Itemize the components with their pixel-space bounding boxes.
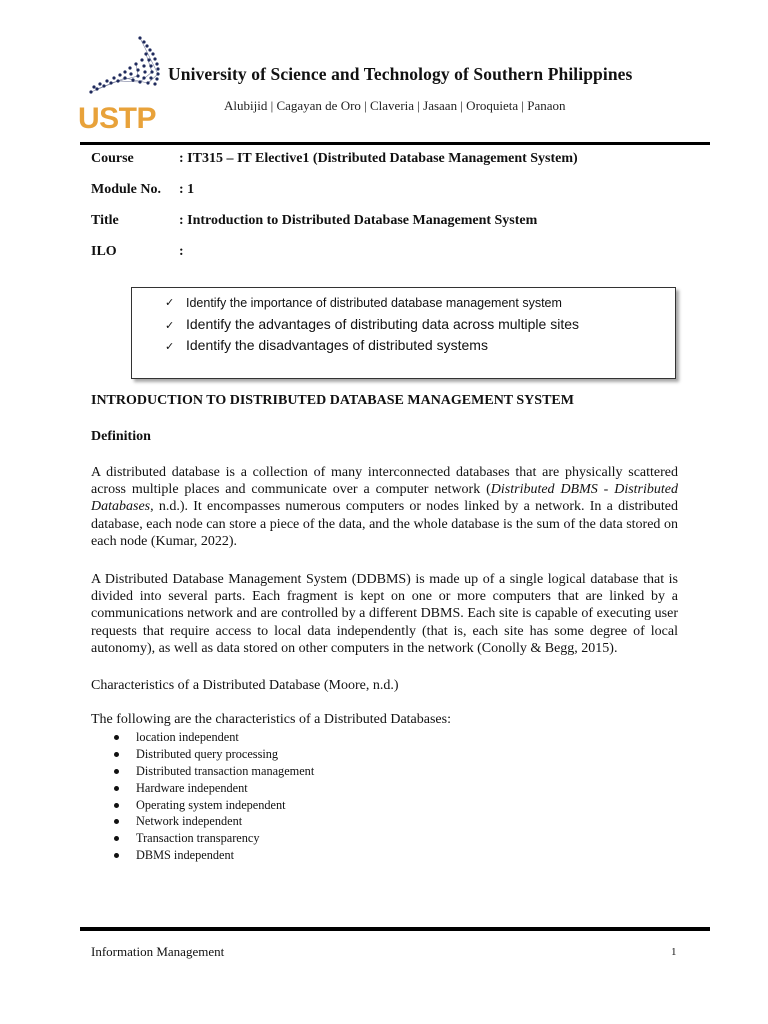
ustp-logo-graphic [76,34,172,134]
bullet-icon [114,752,119,757]
list-item-text: Operating system independent [136,797,286,812]
definition-paragraph-2: A Distributed Database Management System (DDBMS) is made up of a single logical database that is divided into several parts. Each fragment is kept on one or more computers that are linked by a communications network and are controlled by a different DBMS. Each site is capable of executing user requests that require access to local data independently (that is, each site has some degree of local autonomy), as well as data stored on other computers in the network (Conolly & Begg, 2015). [91,572,678,656]
bullet-icon [114,836,119,841]
section-heading: INTRODUCTION TO DISTRIBUTED DATABASE MANAGEMENT SYSTEM [91,393,574,408]
list-item [113,746,314,763]
list-item [113,813,314,830]
ilo-item-text: Identify the disadvantages of distributed systems [186,337,488,353]
definition-paragraph-1 [91,464,678,550]
definition-heading: Definition [91,429,151,444]
characteristics-intro: The following are the characteristics of a Distributed Databases: [91,712,451,727]
header-rule [80,142,710,145]
checkmark-icon: ✓ [165,296,175,309]
ilo-item [165,335,579,356]
meta-value: : 1 [179,182,195,197]
bullet-icon [114,735,119,740]
ilo-item [165,314,579,335]
bullet-icon [114,819,119,824]
page-number: 1 [671,946,677,958]
list-item-text: location independent [136,730,239,744]
footer-label: Information Management [91,944,225,959]
meta-value: : Introduction to Distributed Database Management System [179,213,538,228]
footer-rule [80,927,710,931]
meta-label: ILO [91,244,117,259]
paragraph-text: A distributed database is a collection of many interconnected databases that are physically scattered across multiple places and communicate over a computer network ( [91,465,678,498]
bullet-icon [114,786,119,791]
list-item-text: Distributed query processing [136,746,279,761]
meta-value: : [179,244,184,259]
list-item-text: Transaction transparency [136,831,260,846]
campus-list: Alubijid | Cagayan de Oro | Claveria | Jasaan | Oroquieta | Panaon [224,98,566,113]
meta-label: Course [91,151,134,166]
ustp-logo [76,34,172,134]
list-item [113,729,314,746]
bullet-icon [114,769,119,774]
university-name: University of Science and Technology of Southern Philippines [168,64,633,84]
list-item [113,830,314,847]
ilo-item-text: Identify the advantages of distributing data across multiple sites [186,316,579,332]
characteristics-list [113,729,314,864]
meta-label: Module No. [91,182,161,197]
paragraph-text: , n.d.). It encompasses numerous computers or nodes linked by a network. In a distributed database, each node can store a piece of the data, and the whole database is the sum of the data stored on each node (Kumar, 2022). [91,499,678,549]
ilo-list [165,294,579,356]
checkmark-icon: ✓ [165,340,175,353]
logo-wordmark: USTP [78,102,157,134]
list-item-text: Distributed transaction management [136,763,315,778]
bullet-icon [114,853,119,858]
checkmark-icon: ✓ [165,319,175,332]
list-item-text: DBMS independent [136,848,235,863]
ilo-item-text: Identify the importance of distributed database management system [186,296,562,310]
characteristics-title: Characteristics of a Distributed Database (Moore, n.d.) [91,678,399,693]
list-item [113,780,314,797]
ilo-box [131,287,676,379]
meta-value: : IT315 – IT Elective1 (Distributed Database Management System) [179,151,578,166]
citation-title: Distributed DBMS - Distributed Databases [91,482,678,515]
meta-label: Title [91,213,119,228]
list-item [113,847,314,864]
list-item [113,763,314,780]
list-item [113,797,314,814]
ilo-item [165,294,579,314]
list-item-text: Network independent [136,814,243,829]
list-item-text: Hardware independent [136,780,248,795]
bullet-icon [114,803,119,808]
